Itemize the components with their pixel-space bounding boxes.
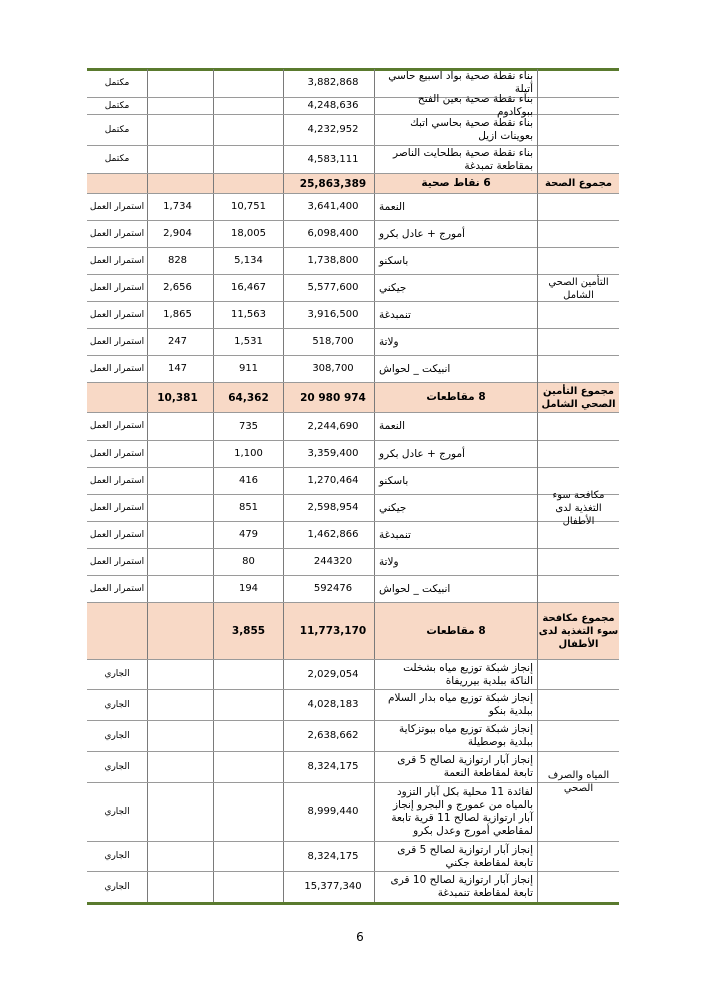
value-cell: 194 (213, 576, 283, 602)
amount-cell: 4,028,183 (283, 690, 374, 720)
value-cell (147, 441, 213, 467)
description-cell: 8 مقاطعات (374, 383, 537, 412)
value-cell (213, 660, 283, 689)
status-cell: استمرار العمل (89, 228, 145, 239)
value-cell: 851 (213, 495, 283, 521)
status-cell: الجاري (104, 699, 130, 710)
value-cell: 247 (147, 329, 213, 355)
value-cell: 64,362 (213, 383, 283, 412)
value-cell (213, 69, 283, 97)
amount-cell: 6,098,400 (283, 221, 374, 247)
value-cell (147, 115, 213, 145)
status-cell: استمرار العمل (89, 421, 145, 431)
value-cell (147, 721, 213, 751)
amount-cell: 592476 (283, 576, 374, 602)
value-cell (147, 413, 213, 440)
status-cell: مكتمل (104, 100, 130, 111)
value-cell: 2,656 (147, 275, 213, 301)
status-cell: استمرار العمل (89, 282, 145, 293)
category-cell: مجموع التأمين الصحي الشامل (537, 383, 619, 413)
description-cell: النعمة (374, 413, 537, 440)
status-cell: الجاري (104, 761, 130, 772)
status-cell: استمرار العمل (89, 255, 145, 266)
amount-cell: 518,700 (283, 329, 374, 355)
category-cell: مكافحة سوء التغذية لدى الأطفال (537, 413, 619, 603)
value-cell: 18,005 (213, 221, 283, 247)
description-cell: إنجاز شبكة توزيع مياه بشخلت الناكة ببلدية بيرريفاة (374, 660, 537, 689)
description-cell: بناء نقطة صحية بواد اسبيع حاسي أتيلة (374, 69, 537, 97)
value-cell (213, 721, 283, 751)
category-cell: مجموع الصحة (537, 174, 619, 194)
amount-cell: 8,324,175 (283, 842, 374, 871)
value-cell (213, 115, 283, 145)
status-cell: الجاري (104, 806, 130, 817)
value-cell (147, 603, 213, 659)
description-cell: ولاتة (374, 329, 537, 355)
status-cell: الجاري (104, 730, 130, 741)
amount-cell: 3,916,500 (283, 302, 374, 328)
value-cell (213, 783, 283, 841)
status-cell: استمرار العمل (89, 529, 145, 540)
amount-cell: 3,359,400 (283, 441, 374, 467)
description-cell: 8 مقاطعات (374, 603, 537, 659)
value-cell (147, 842, 213, 871)
value-cell: 5,134 (213, 248, 283, 274)
status-cell (87, 174, 147, 193)
value-cell (147, 576, 213, 602)
amount-cell: 2,244,690 (283, 413, 374, 440)
value-cell (147, 98, 213, 114)
status-cell (87, 383, 147, 412)
value-cell: 1,734 (147, 194, 213, 220)
value-cell (147, 660, 213, 689)
description-cell: تنمبدغة (374, 522, 537, 548)
value-cell: 735 (213, 413, 283, 440)
value-cell (147, 468, 213, 494)
amount-cell: 3,882,868 (283, 69, 374, 97)
description-cell: ولاتة (374, 549, 537, 575)
value-cell (147, 549, 213, 575)
status-cell: مكتمل (104, 124, 130, 135)
status-cell: استمرار العمل (89, 363, 145, 374)
value-cell (147, 783, 213, 841)
amount-cell: 5,577,600 (283, 275, 374, 301)
value-cell (213, 146, 283, 173)
value-cell (147, 690, 213, 720)
category-cell: التأمين الصحي الشامل (537, 194, 619, 383)
description-cell: إنجاز آبار ارتوازية لصالح 5 قرى تابعة لمقاطعة النعمة (374, 752, 537, 782)
amount-cell: 2,598,954 (283, 495, 374, 521)
status-cell: الجاري (104, 851, 130, 861)
value-cell (147, 69, 213, 97)
category-cell (537, 69, 619, 174)
status-cell: استمرار العمل (89, 336, 145, 347)
value-cell: 828 (147, 248, 213, 274)
status-cell: الجاري (104, 881, 130, 892)
status-cell: استمرار العمل (89, 475, 145, 486)
value-cell: 1,865 (147, 302, 213, 328)
description-cell: إنجاز شبكة توزيع مياه ببوتزكاية ببلدية بوصطيلة (374, 721, 537, 751)
status-cell: استمرار العمل (89, 201, 145, 212)
description-cell: النعمة (374, 194, 537, 220)
value-cell (213, 872, 283, 902)
status-cell: استمرار العمل (89, 309, 145, 320)
value-cell (213, 98, 283, 114)
description-cell: إنجاز شبكة توزيع مياه بدار السلام ببلدية بنكو (374, 690, 537, 720)
value-cell: 147 (147, 356, 213, 382)
value-cell (147, 522, 213, 548)
amount-cell: 8,999,440 (283, 783, 374, 841)
amount-cell: 1,270,464 (283, 468, 374, 494)
amount-cell: 2,638,662 (283, 721, 374, 751)
amount-cell: 2,029,054 (283, 660, 374, 689)
amount-cell: 1,462,866 (283, 522, 374, 548)
amount-cell: 4,232,952 (283, 115, 374, 145)
value-cell: 1,531 (213, 329, 283, 355)
description-cell: أمورج + عادل بكرو (374, 221, 537, 247)
amount-cell: 15,377,340 (283, 872, 374, 902)
description-cell: لفائدة 11 محلية بكل آبار التزود بالمياه من عمورج و البجرو إنجاز آبار ارتوازية لصالح 11 قرية تابعة لمقاطعي أمورج وعدل بكرو (374, 783, 537, 841)
value-cell (147, 752, 213, 782)
description-cell: 6 نقاط صحية (374, 174, 537, 193)
value-cell (147, 146, 213, 173)
description-cell: بناء نقطة صحية بعين الفتح ببوكادوم (374, 98, 537, 114)
description-cell: باسكنو (374, 468, 537, 494)
value-cell (213, 752, 283, 782)
value-cell: 16,467 (213, 275, 283, 301)
value-cell: 416 (213, 468, 283, 494)
amount-cell: 8,324,175 (283, 752, 374, 782)
value-cell: 2,904 (147, 221, 213, 247)
amount-cell: 3,641,400 (283, 194, 374, 220)
page-number: 6 (356, 930, 364, 944)
amount-cell: 1,738,800 (283, 248, 374, 274)
description-cell: بناء نقطة صحية بحاسي اتبك بعوينات ازيل (374, 115, 537, 145)
amount-cell: 11,773,170 (283, 603, 374, 659)
description-cell: انبيكت _ لحواش (374, 356, 537, 382)
value-cell: 11,563 (213, 302, 283, 328)
status-cell: مكتمل (104, 77, 130, 88)
value-cell: 1,100 (213, 441, 283, 467)
description-cell: إنجاز آبار ارتوازية لصالح 10 قرى تابعة لمقاطعة تنمبدغة (374, 872, 537, 902)
description-cell: جيكني (374, 495, 537, 521)
value-cell (147, 495, 213, 521)
status-cell: استمرار العمل (89, 502, 145, 513)
status-cell: استمرار العمل (89, 448, 145, 459)
value-cell: 10,381 (147, 383, 213, 412)
description-cell: جيكني (374, 275, 537, 301)
amount-cell: 4,248,636 (283, 98, 374, 114)
value-cell (213, 842, 283, 871)
category-cell: المياه والصرف الصحي (537, 660, 619, 903)
value-cell (147, 872, 213, 902)
value-cell: 10,751 (213, 194, 283, 220)
status-cell: مكتمل (104, 154, 130, 164)
description-cell: أمورج + عادل بكرو (374, 441, 537, 467)
amount-cell: 308,700 (283, 356, 374, 382)
status-cell: الجاري (104, 669, 130, 679)
amount-cell: 25,863,389 (283, 174, 374, 193)
description-cell: انبيكت _ لحواش (374, 576, 537, 602)
amount-cell: 4,583,111 (283, 146, 374, 173)
description-cell: بناء نقطة صحية بطلحايت الناصر بمقاطعة تمبدغة (374, 146, 537, 173)
value-cell: 911 (213, 356, 283, 382)
description-cell: باسكنو (374, 248, 537, 274)
status-cell: استمرار العمل (89, 556, 145, 567)
amount-cell: 244320 (283, 549, 374, 575)
status-cell (87, 603, 147, 659)
bottom-rule (87, 902, 619, 905)
status-cell: استمرار العمل (89, 583, 145, 594)
value-cell: 479 (213, 522, 283, 548)
description-cell: تنمبدغة (374, 302, 537, 328)
value-cell: 3,855 (213, 603, 283, 659)
category-cell: مجموع مكافحة سوء التغذية لدى الأطفال (537, 603, 619, 660)
value-cell (213, 690, 283, 720)
amount-cell: 20 980 974 (283, 383, 374, 412)
value-cell (147, 174, 213, 193)
value-cell: 80 (213, 549, 283, 575)
value-cell (213, 174, 283, 193)
description-cell: إنجاز آبار ارتوازية لصالح 5 قرى تابعة لمقاطعة جكني (374, 842, 537, 871)
